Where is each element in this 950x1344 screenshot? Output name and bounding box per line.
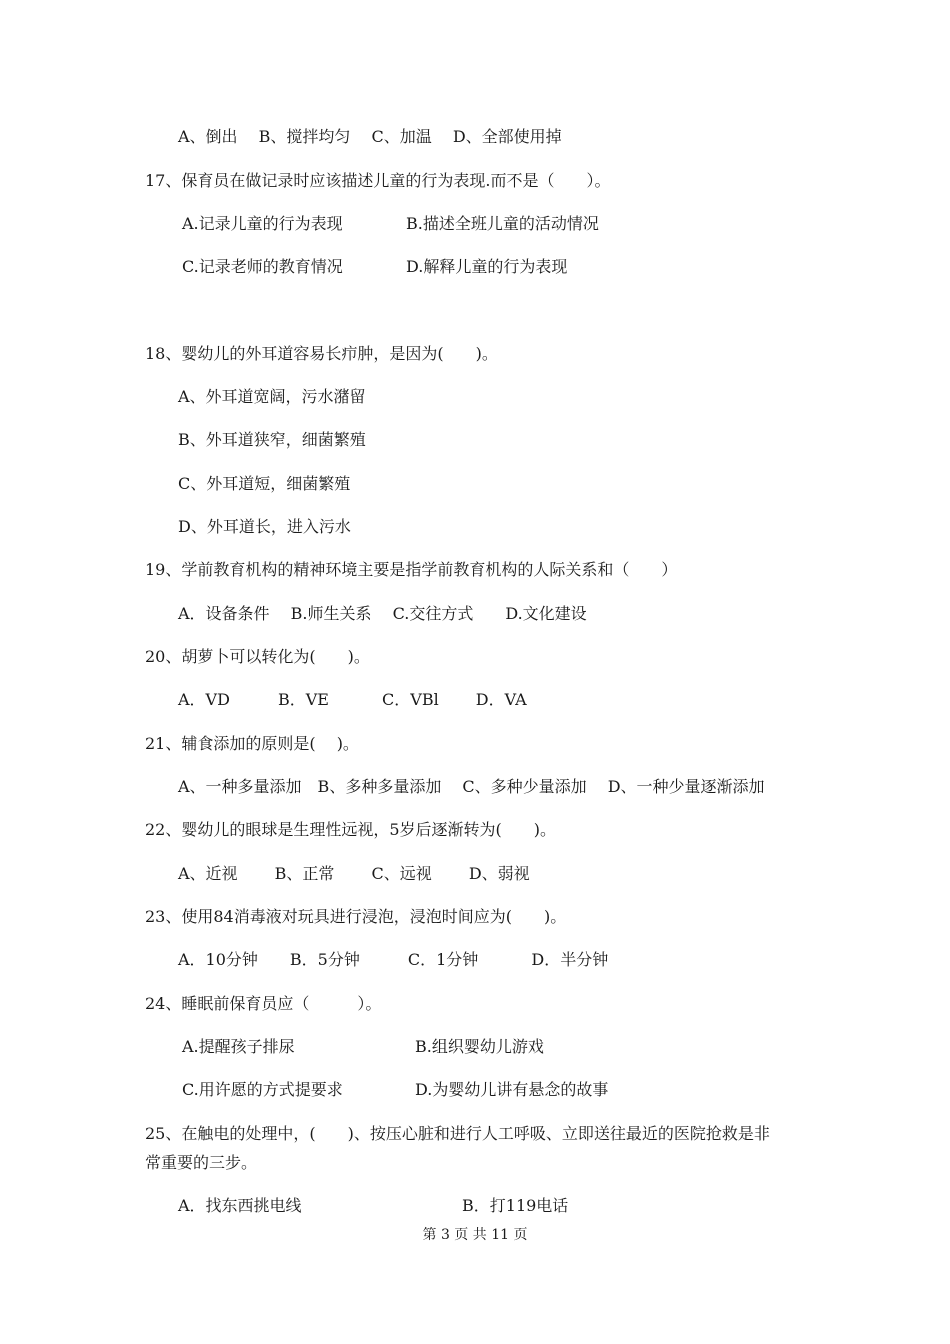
- q25-stem-line1: 25、在触电的处理中，( )、按压心脏和进行人工呼吸、立即送往最近的医院抢救是非: [145, 1124, 770, 1143]
- q24-option-d: D.为婴幼儿讲有悬念的故事: [415, 1080, 609, 1099]
- q18-option-d: D、外耳道长，进入污水: [178, 517, 351, 536]
- q24-option-a: A.提醒孩子排尿: [182, 1037, 295, 1056]
- q25-option-a: A．找东西挑电线: [178, 1196, 302, 1215]
- q20-stem: 20、胡萝卜可以转化为( )。: [145, 647, 370, 666]
- q22-options: A、近视 B、正常 C、远视 D、弱视: [178, 864, 530, 883]
- q19-options: A．设备条件 B.师生关系 C.交往方式 D.文化建设: [178, 604, 587, 623]
- q25-stem-line2: 常重要的三步。: [145, 1153, 258, 1172]
- q18-option-a: A、外耳道宽阔，污水潴留: [178, 387, 366, 406]
- q21-stem: 21、辅食添加的原则是( )。: [145, 734, 359, 753]
- q25-option-b: B．打119电话: [462, 1196, 569, 1215]
- q17-stem: 17、保育员在做记录时应该描述儿童的行为表现.而不是（ ）。: [145, 171, 611, 190]
- q22-stem: 22、婴幼儿的眼球是生理性远视，5岁后逐渐转为( )。: [145, 820, 557, 839]
- q18-stem: 18、婴幼儿的外耳道容易长疖肿，是因为( )。: [145, 344, 498, 363]
- q23-options: A．10分钟 B．5分钟 C．1分钟 D．半分钟: [178, 950, 609, 969]
- q24-option-c: C.用许愿的方式提要求: [182, 1080, 343, 1099]
- q17-option-c: C.记录老师的教育情况: [182, 257, 343, 276]
- q18-option-c: C、外耳道短，细菌繁殖: [178, 474, 351, 493]
- q17-option-a: A.记录儿童的行为表现: [182, 214, 343, 233]
- q18-option-b: B、外耳道狭窄，细菌繁殖: [178, 430, 366, 449]
- q23-stem: 23、使用84消毒液对玩具进行浸泡，浸泡时间应为( )。: [145, 907, 567, 926]
- q17-option-b: B.描述全班儿童的活动情况: [406, 214, 599, 233]
- q24-option-b: B.组织婴幼儿游戏: [415, 1037, 544, 1056]
- q17-option-d: D.解释儿童的行为表现: [406, 257, 568, 276]
- page-footer: 第 3 页 共 11 页: [422, 1227, 528, 1243]
- q19-stem: 19、学前教育机构的精神环境主要是指学前教育机构的人际关系和（ ）: [145, 560, 678, 579]
- q21-options: A、一种多量添加 B、多种多量添加 C、多种少量添加 D、一种少量逐渐添加: [178, 777, 765, 796]
- q24-stem: 24、睡眠前保育员应（ ）。: [145, 994, 382, 1013]
- q16-options: A、倒出 B、搅拌均匀 C、加温 D、全部使用掉: [178, 127, 562, 146]
- q20-options: A．VD B．VE C．VBl D．VA: [178, 690, 527, 709]
